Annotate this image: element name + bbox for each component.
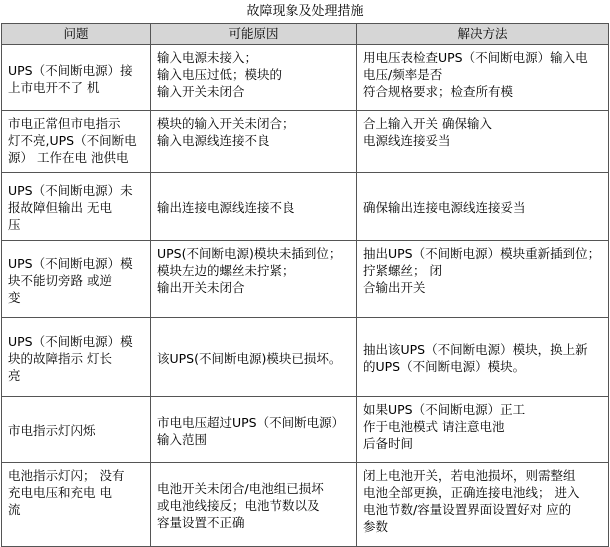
cause-line: 电池开关未闭合/电池组已损坏 bbox=[157, 481, 324, 496]
solution-line: 电池节数/容量设置界面设置好对 应的 bbox=[363, 502, 572, 517]
table-row bbox=[2, 45, 609, 111]
solution-cell bbox=[357, 173, 609, 241]
solution-line: 用电压表检查UPS（不间断电源）输入电 bbox=[363, 50, 588, 65]
solution-line: 参数 bbox=[363, 519, 389, 534]
solution-line: 电源线连接妥当 bbox=[363, 133, 451, 148]
problem-cell bbox=[2, 111, 151, 173]
solution-line: 如果UPS（不间断电源）正工 bbox=[363, 402, 526, 417]
cause-cell bbox=[151, 463, 357, 547]
solution-cell bbox=[357, 111, 609, 173]
problem-cell bbox=[2, 397, 151, 463]
problem-cell bbox=[2, 241, 151, 318]
problem-line: 充电电压和充电 电 bbox=[8, 485, 112, 500]
problem-line: 源） 工作在电 池供电 bbox=[8, 150, 129, 165]
cause-line: 容量设置不正确 bbox=[157, 515, 245, 530]
cause-cell bbox=[151, 397, 357, 463]
problem-line: 压 bbox=[8, 217, 21, 232]
solution-line: 符合规格要求；检查所有模 bbox=[363, 84, 514, 99]
solution-line: 抽出UPS（不间断电源）模块重新插到位； bbox=[363, 246, 601, 261]
header-problem: 问题 bbox=[2, 24, 151, 45]
fault-table bbox=[1, 23, 609, 547]
problem-cell bbox=[2, 463, 151, 547]
cause-line: 或电池线接反；电池节数以及 bbox=[157, 498, 320, 513]
cause-line: 输出开关未闭合 bbox=[157, 280, 245, 295]
cause-line: 输入电源未接入； bbox=[157, 50, 258, 65]
cause-line: 输入电源线连接不良 bbox=[157, 133, 270, 148]
cause-cell bbox=[151, 173, 357, 241]
problem-cell bbox=[2, 318, 151, 397]
header-row bbox=[2, 24, 609, 45]
solution-line: 电池全部更换，正确连接电池线； 进入 bbox=[363, 485, 580, 500]
solution-line: 作于电池模式 请注意电池 bbox=[363, 419, 505, 434]
problem-line: UPS（不间断电源）模 bbox=[8, 333, 133, 349]
problem-line: 块不能切旁路 或逆 bbox=[8, 272, 112, 288]
problem-line: UPS（不间断电源）模 bbox=[8, 255, 133, 271]
cause-line: 该UPS(不间断电源)模块已损坏。 bbox=[157, 350, 342, 366]
cause-cell bbox=[151, 45, 357, 111]
table-row bbox=[2, 397, 609, 463]
problem-line: UPS（不间断电源）接 bbox=[8, 62, 133, 78]
cause-line: 模块的输入开关未闭合； bbox=[157, 116, 295, 131]
problem-line: 块的故障指示 灯长 bbox=[8, 350, 112, 366]
document-title: 故障现象及处理措施 bbox=[246, 4, 364, 19]
cause-line: 输出连接电源线连接不良 bbox=[157, 200, 295, 215]
problem-line: 上市电开不了 机 bbox=[8, 79, 100, 95]
solution-line: 拧紧螺丝； 闭 bbox=[363, 263, 442, 278]
table-row bbox=[2, 173, 609, 241]
header-solution: 解决方法 bbox=[357, 24, 609, 45]
solution-cell bbox=[357, 241, 609, 318]
table-row bbox=[2, 111, 609, 173]
problem-line: 亮 bbox=[8, 367, 21, 383]
solution-cell bbox=[357, 397, 609, 463]
problem-line: 市电指示灯闪烁 bbox=[8, 423, 96, 438]
problem-line: UPS（不间断电源）未 bbox=[8, 183, 133, 198]
problem-line: 市电正常但市电指示 bbox=[8, 116, 121, 131]
problem-cell bbox=[2, 45, 151, 111]
table-row bbox=[2, 318, 609, 397]
cause-line: 输入电压过低；模块的 bbox=[157, 67, 283, 82]
solution-line: 电压/频率是否 bbox=[363, 67, 443, 82]
problem-line: 流 bbox=[8, 502, 21, 517]
cause-cell bbox=[151, 318, 357, 397]
cause-cell bbox=[151, 241, 357, 318]
problem-line: 灯不亮,UPS（不间断电 bbox=[8, 133, 137, 148]
solution-line: 抽出该UPS（不间断电源）模块，换上新 bbox=[363, 342, 588, 357]
problem-line: 变 bbox=[8, 289, 21, 305]
solution-line: 后备时间 bbox=[363, 436, 414, 451]
solution-cell bbox=[357, 318, 609, 397]
cause-line: 市电电压超过UPS（不间断电源） bbox=[157, 414, 345, 430]
solution-line: 合上输入开关 确保输入 bbox=[363, 116, 492, 131]
solution-line: 合输出开关 bbox=[363, 280, 426, 295]
header-cause: 可能原因 bbox=[151, 24, 357, 45]
solution-cell bbox=[357, 463, 609, 547]
solution-line: 的UPS（不间断电源）模块。 bbox=[363, 359, 526, 374]
cause-line: 模块左边的螺丝未拧紧； bbox=[157, 263, 295, 278]
problem-line: 电池指示灯闪； 没有 bbox=[8, 468, 125, 483]
problem-line: 报故障但输出 无电 bbox=[8, 200, 112, 215]
table-row bbox=[2, 241, 609, 318]
cause-line: UPS(不间断电源)模块未插到位； bbox=[157, 246, 342, 261]
solution-line: 闭上电池开关，若电池损坏，则需整组 bbox=[363, 468, 576, 483]
cause-line: 输入范围 bbox=[157, 431, 208, 447]
cause-line: 输入开关未闭合 bbox=[157, 84, 245, 99]
solution-line: 确保输出连接电源线连接妥当 bbox=[363, 200, 526, 215]
table-row bbox=[2, 463, 609, 547]
problem-cell bbox=[2, 173, 151, 241]
cause-cell bbox=[151, 111, 357, 173]
solution-cell bbox=[357, 45, 609, 111]
